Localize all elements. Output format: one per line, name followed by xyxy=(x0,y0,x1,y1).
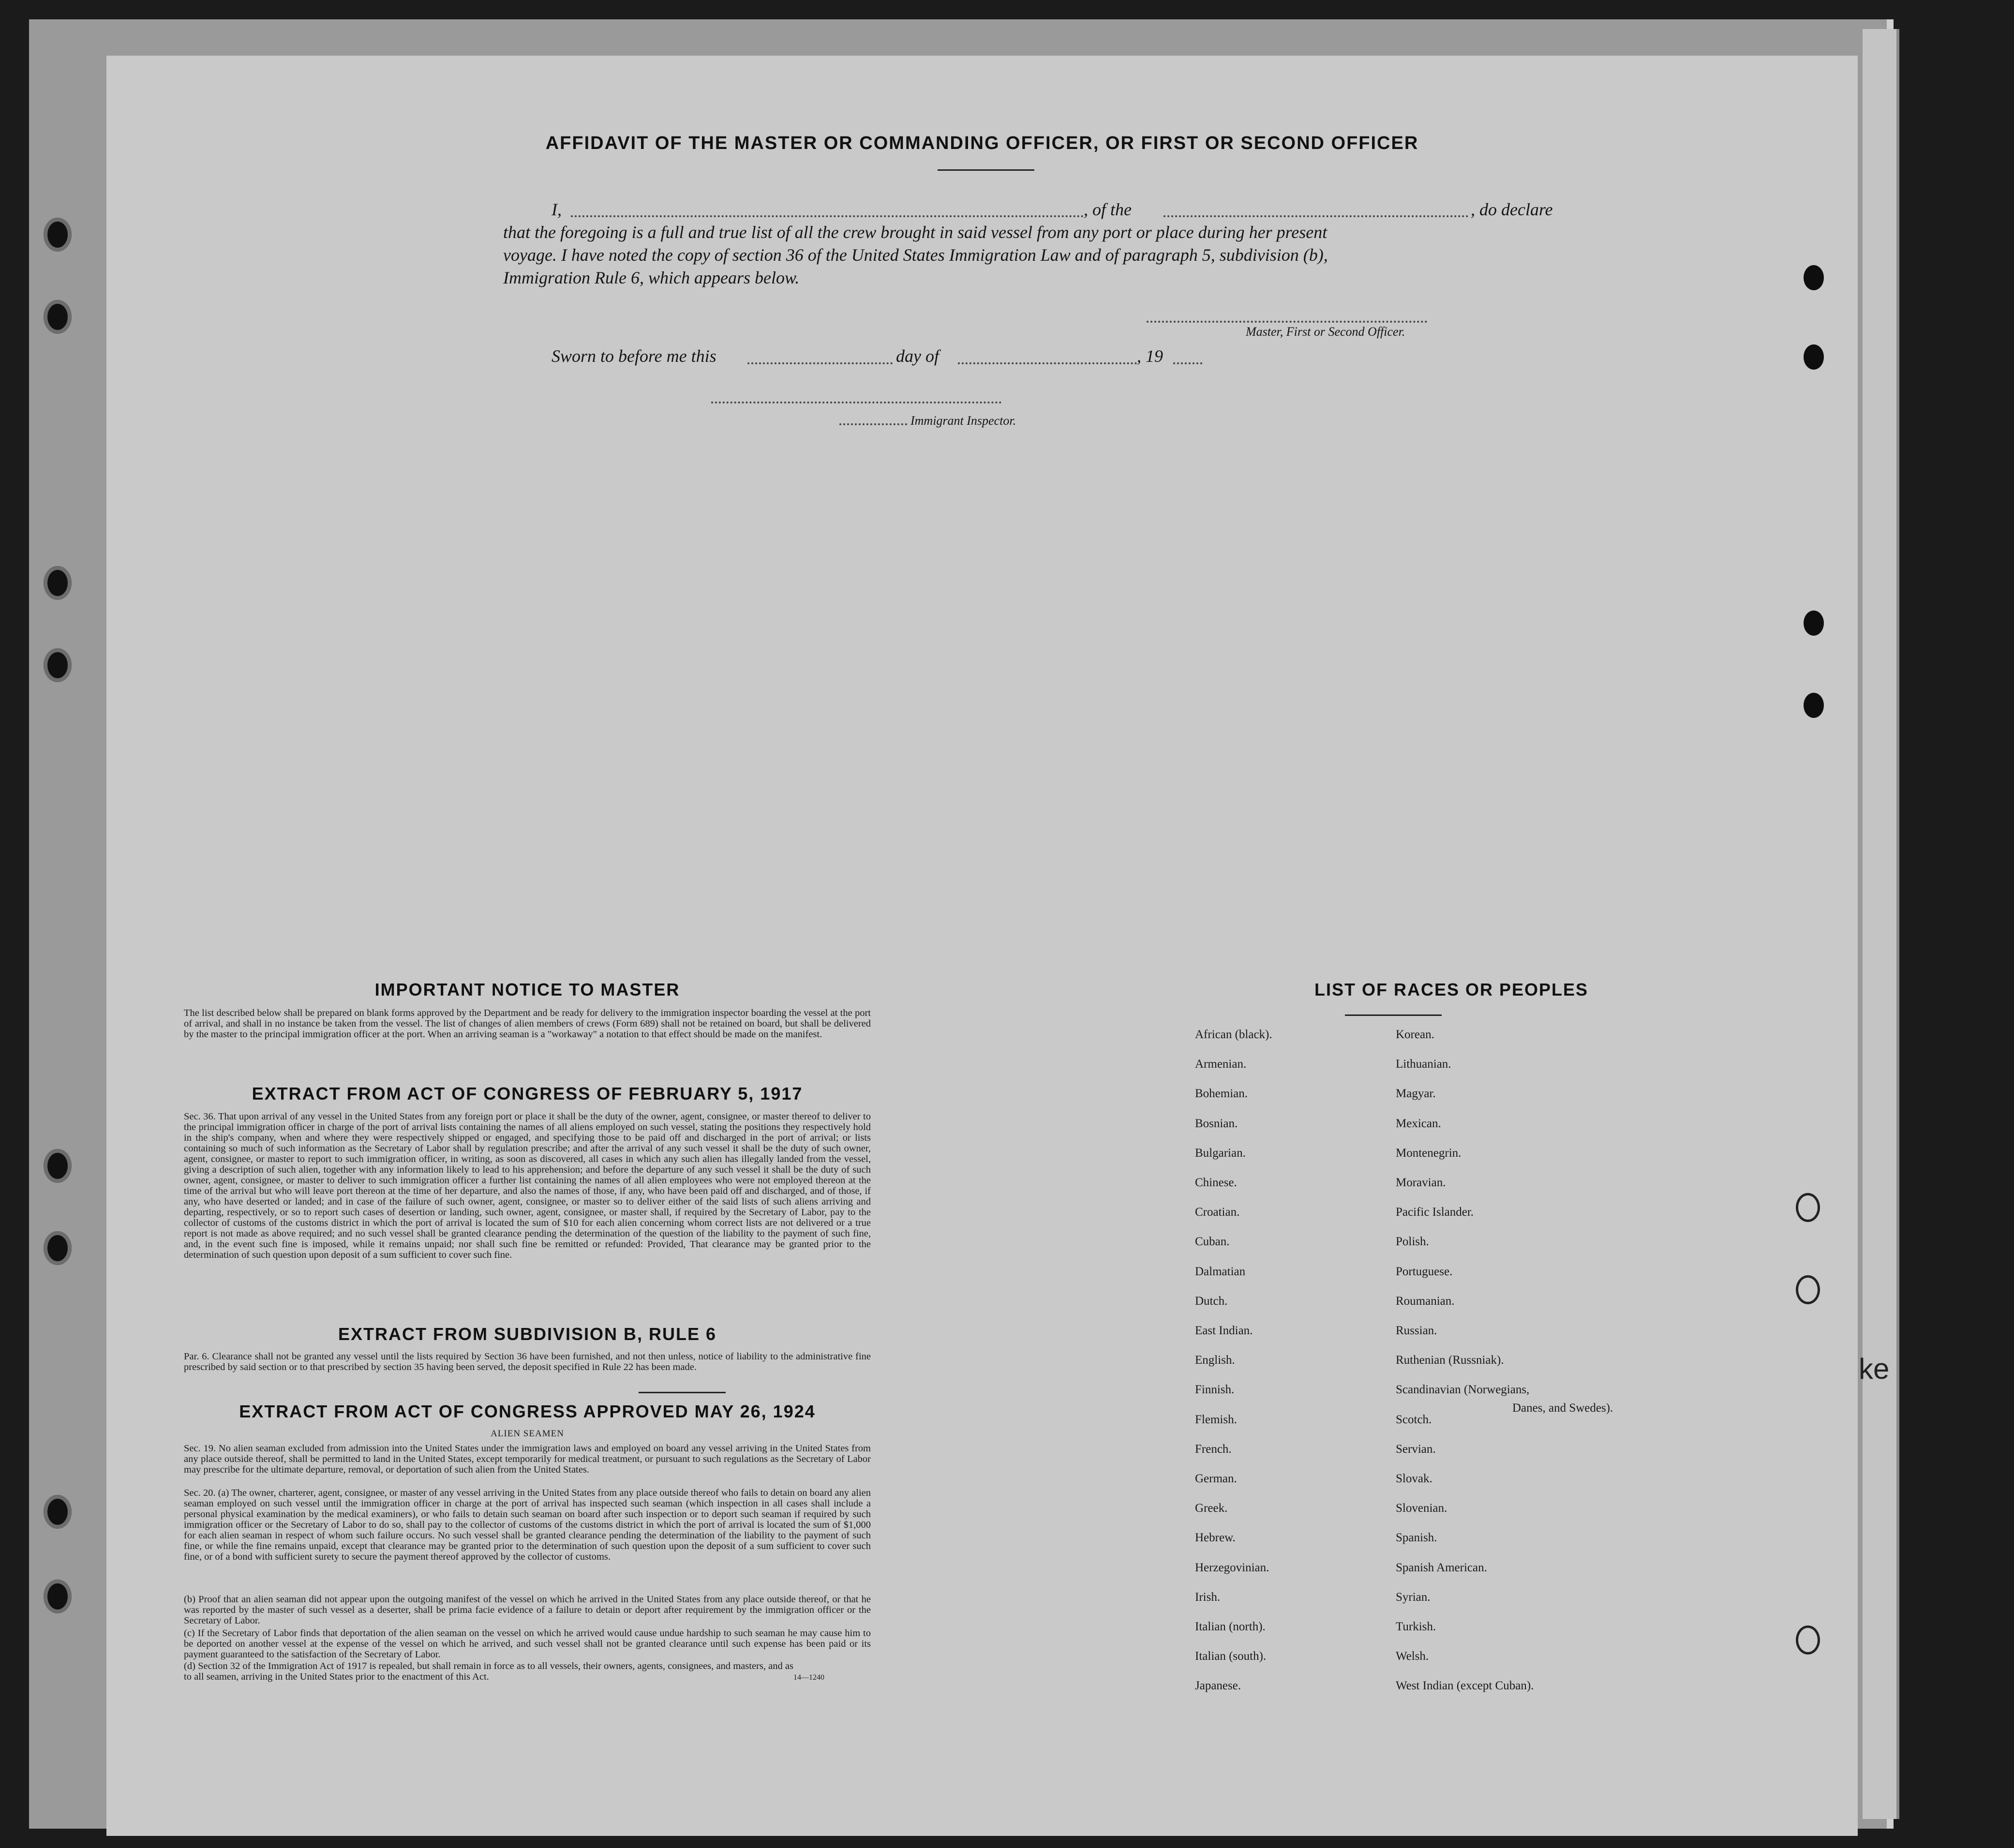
affidavit-line3: voyage. I have noted the copy of section 36 of the United States Immigration Law and of paragraph 5, subdivision (b), xyxy=(503,245,1328,265)
race-item: Bosnian. xyxy=(1195,1117,1238,1130)
race-item: Hebrew. xyxy=(1195,1531,1236,1545)
inspector-signature-line xyxy=(711,402,1001,403)
separator-rule xyxy=(639,1392,726,1393)
sec20a-text: Sec. 20. (a) The owner, charterer, agent, consignee, or master of any vessel arriving in the United States from any place outside thereof who fails to detain on board any alien seaman employed on such vessel until the immigration officer in charge at the port of arrival has inspected such seaman (which inspection in all cases shall include a personal physical examination by the medical examiners), or who fails to detain such seaman on board after such inspection or to deport such seaman if required by such immigration officer or the Secretary of Labor to do so, shall pay to the collector of customs of the customs district in which the port of arrival is located the sum of $1,000 for each alien seaman in respect of whom such failure occurs. No such vessel shall be granted clearance pending the determination of the liability to the payment of such fine, or while the fine remains unpaid, except that clearance may be granted prior to the determination of such question upon the deposit of a sum sufficient to cover such fine, or of a bond with sufficient surety to secure the payment thereof approved by the collector of customs. xyxy=(184,1488,871,1562)
race-item: Roumanian. xyxy=(1396,1294,1455,1308)
race-item: Spanish American. xyxy=(1396,1561,1487,1574)
binder-hole xyxy=(1804,693,1824,718)
race-item: East Indian. xyxy=(1195,1324,1253,1337)
inspector-label: Immigrant Inspector. xyxy=(910,414,1016,428)
race-item: Armenian. xyxy=(1195,1058,1247,1071)
binder-hole xyxy=(44,1580,72,1613)
race-item: Lithuanian. xyxy=(1396,1058,1451,1071)
day-blank xyxy=(747,362,893,364)
handwritten-mark: ke xyxy=(1859,1353,1890,1385)
day-of-label: day of xyxy=(896,346,939,366)
extract-1917-title: EXTRACT FROM ACT OF CONGRESS OF FEBRUARY 5, 1917 xyxy=(252,1084,803,1103)
vessel-blank xyxy=(1164,215,1468,217)
race-item: Mexican. xyxy=(1396,1117,1441,1130)
race-item: Bulgarian. xyxy=(1195,1146,1246,1160)
binder-hole xyxy=(1796,1625,1820,1654)
race-item: Korean. xyxy=(1396,1028,1434,1041)
sec20d-text: (d) Section 32 of the Immigration Act of 1917 is repealed, but shall remain in force as to all vessels, their owners, agents, consignees, and masters, and as to all seamen, arriving in the United States prior to the enactment of this Act. xyxy=(184,1661,793,1682)
race-item: Polish. xyxy=(1396,1235,1429,1249)
extract-rule6-text: Par. 6. Clearance shall not be granted any vessel until the lists required by Section 36 have been furnished, and not then unless, notice of liability to the administrative fine prescribed by said section or to that prescribed by section 35 having been served, the deposit specified in Rule 22 has been made. xyxy=(184,1351,871,1372)
binder-hole xyxy=(44,648,72,682)
notice-text: The list described below shall be prepared on blank forms approved by the Department and be ready for delivery to the immigration inspector boarding the vessel at the port of arrival, and shall in no instance be taken from the vessel. The list of changes of alien members of crews (Form 689) shall not be retained on board, but shall be delivered by the master to the principal immigration officer at the port. When an arriving seaman is a "workaway" a notation to that effect should be made on the manifest. xyxy=(184,1008,871,1040)
race-item: Chinese. xyxy=(1195,1176,1237,1189)
sec20b-text: (b) Proof that an alien seaman did not appear upon the outgoing manifest of the vessel on which he arrived in the United States from any place outside thereof, or that he was reported by the master of such vessel as a deserter, shall be prima facie evidence of a failure to detain or deport after requirement by the immigration officer or the Secretary of Labor. xyxy=(184,1594,871,1626)
race-item: Flemish. xyxy=(1195,1413,1237,1426)
master-signature-label: Master, First or Second Officer. xyxy=(1246,325,1405,339)
affidavit-line2: that the foregoing is a full and true list of all the crew brought in said vessel from any port or place during her present xyxy=(503,223,1328,242)
race-item: Croatian. xyxy=(1195,1206,1240,1219)
race-item: Japanese. xyxy=(1195,1679,1241,1693)
race-item: African (black). xyxy=(1195,1028,1272,1041)
affidavit-i-label: I, xyxy=(552,200,562,219)
race-item: Dalmatian xyxy=(1195,1265,1246,1278)
notice-title: IMPORTANT NOTICE TO MASTER xyxy=(374,980,680,999)
affidavit-title: AFFIDAVIT OF THE MASTER OR COMMANDING OFFICER, OR FIRST OR SECOND OFFICER xyxy=(545,133,1419,153)
binder-hole xyxy=(1804,611,1824,636)
race-item: Scandinavian (Norwegians, xyxy=(1396,1383,1530,1397)
of-the-label: , of the xyxy=(1084,200,1132,219)
race-item: Spanish. xyxy=(1396,1531,1437,1545)
race-item: Moravian. xyxy=(1396,1176,1446,1189)
race-item: Slovak. xyxy=(1396,1472,1432,1485)
race-item: Italian (south). xyxy=(1195,1650,1267,1663)
race-item: Welsh. xyxy=(1396,1650,1429,1663)
race-item: Syrian. xyxy=(1396,1590,1431,1604)
race-item: Italian (north). xyxy=(1195,1620,1266,1633)
sworn-label: Sworn to before me this xyxy=(552,346,716,366)
race-item: Herzegovinian. xyxy=(1195,1561,1269,1574)
extract-rule6-title: EXTRACT FROM SUBDIVISION B, RULE 6 xyxy=(338,1324,717,1344)
binder-hole xyxy=(44,1495,72,1529)
race-item: Magyar. xyxy=(1396,1087,1436,1101)
binder-hole xyxy=(44,218,72,252)
affidavit-line4: Immigration Rule 6, which appears below. xyxy=(503,268,800,287)
race-item: Finnish. xyxy=(1195,1383,1235,1397)
master-signature-line xyxy=(1147,321,1427,323)
year-blank xyxy=(1173,362,1202,364)
do-declare-label: , do declare xyxy=(1471,200,1553,219)
extract-1917-text: Sec. 36. That upon arrival of any vessel in the United States from any foreign port or place it shall be the duty of the owner, agent, consignee, or master thereof to deliver to the principal immigration officer in charge of the port of arrival lists containing the names of all aliens employed on such vessel, stating the positions they respectively hold in the ship's company, when and where they were respectively shipped or engaged, and specifying those to be paid off and discharged in the port of arrival; or lists containing so much of such information as the Secretary of Labor shall by regulation prescribe; and after the arrival of any such vessel it shall be the duty of such owner, agent, consignee, or master to report to such immigration officer, in writing, as soon as discovered, all cases in which any such alien has illegally landed from the vessel, giving a description of such alien, together with any information likely to lead to his apprehension; and before the departure of any such vessel it shall be the duty of such owner, agent, consignee, or master to deliver to such immigration officer a further list containing the names of all alien employees who were not employed thereon at the time of the arrival but who will leave port thereon at the time of her departure, and also the names of those, if any, who have been paid off and discharged, and of those, if any, who have deserted or landed; and in case of the failure of such owner, agent, consignee, or master so to deliver either of the said lists of such aliens arriving and departing, respectively, or so to report such cases of desertion or landing, such owner, agent, consignee, or master shall, if required by the Secretary of Labor, pay to the collector of customs of the customs district in which the port of arrival is located the sum of $10 for each alien concerning whom correct lists are not delivered or a true report is not made as above required; and no such vessel shall be granted clearance pending the determination of the question of the liability to the payment of such fine, and, in the event such fine is imposed, while it remains unpaid; nor shall such fine be remitted or refunded: Provided, That clearance may be granted prior to the determination of such question upon deposit of a sum sufficient to cover such fine. xyxy=(184,1111,871,1260)
stacked-pages-edge xyxy=(1863,29,1899,1819)
race-item: Servian. xyxy=(1396,1442,1436,1456)
race-item: Slovenian. xyxy=(1396,1502,1447,1515)
race-item: Irish. xyxy=(1195,1590,1221,1604)
race-item: German. xyxy=(1195,1472,1237,1485)
binder-hole xyxy=(44,1231,72,1265)
inspector-dots xyxy=(839,423,907,425)
binder-hole xyxy=(1804,344,1824,370)
race-item: Scotch. xyxy=(1396,1413,1432,1426)
binder-hole xyxy=(1796,1193,1820,1222)
race-item: French. xyxy=(1195,1442,1232,1456)
race-item: Bohemian. xyxy=(1195,1087,1248,1101)
extract-1924-title: EXTRACT FROM ACT OF CONGRESS APPROVED MAY 26, 1924 xyxy=(239,1401,816,1421)
race-item: Russian. xyxy=(1396,1324,1437,1337)
alien-seamen-subtitle: ALIEN SEAMEN xyxy=(491,1429,564,1439)
race-item: West Indian (except Cuban). xyxy=(1396,1679,1534,1693)
race-item: Montenegrin. xyxy=(1396,1146,1462,1160)
manifest-page xyxy=(106,56,1890,1836)
year-label: , 19 xyxy=(1137,346,1163,366)
sec20c-text: (c) If the Secretary of Labor finds that deportation of the alien seaman on the vessel on which he arrived would cause undue hardship to such seaman he may cause him to be deported on another vessel at the expense of the vessel on which he arrived, and such vessel shall not be granted clearance until such expense has been paid or its payment guaranteed to the satisfaction of the Secretary of Labor. xyxy=(184,1628,871,1660)
form-number: 14—1240 xyxy=(793,1673,824,1682)
sec19-text: Sec. 19. No alien seaman excluded from admission into the United States under the immigration laws and employed on board any vessel arriving in the United States from any place outside thereof, shall be permitted to land in the United States, except temporarily for medical treatment, or pursuant to such regulations as the Secretary of Labor may prescribe for the ultimate departure, removal, or deportation of such alien from the United States. xyxy=(184,1443,871,1475)
race-item: Portuguese. xyxy=(1396,1265,1453,1278)
month-blank xyxy=(958,362,1137,364)
race-item: Greek. xyxy=(1195,1502,1228,1515)
race-item-continuation: Danes, and Swedes). xyxy=(1512,1401,1613,1415)
race-item: Turkish. xyxy=(1396,1620,1436,1633)
binder-hole xyxy=(1796,1275,1820,1304)
race-item: Cuban. xyxy=(1195,1235,1230,1249)
binder-hole xyxy=(44,1149,72,1183)
binder-hole xyxy=(44,566,72,600)
name-blank xyxy=(571,215,1084,217)
race-item: Dutch. xyxy=(1195,1294,1228,1308)
races-title: LIST OF RACES OR PEOPLES xyxy=(1314,980,1589,999)
race-item: English. xyxy=(1195,1354,1235,1367)
races-underline xyxy=(1345,1014,1442,1016)
binder-hole xyxy=(44,300,72,334)
binder-hole xyxy=(1804,265,1824,290)
race-item: Pacific Islander. xyxy=(1396,1206,1474,1219)
race-item: Ruthenian (Russniak). xyxy=(1396,1354,1504,1367)
title-underline xyxy=(938,169,1034,171)
